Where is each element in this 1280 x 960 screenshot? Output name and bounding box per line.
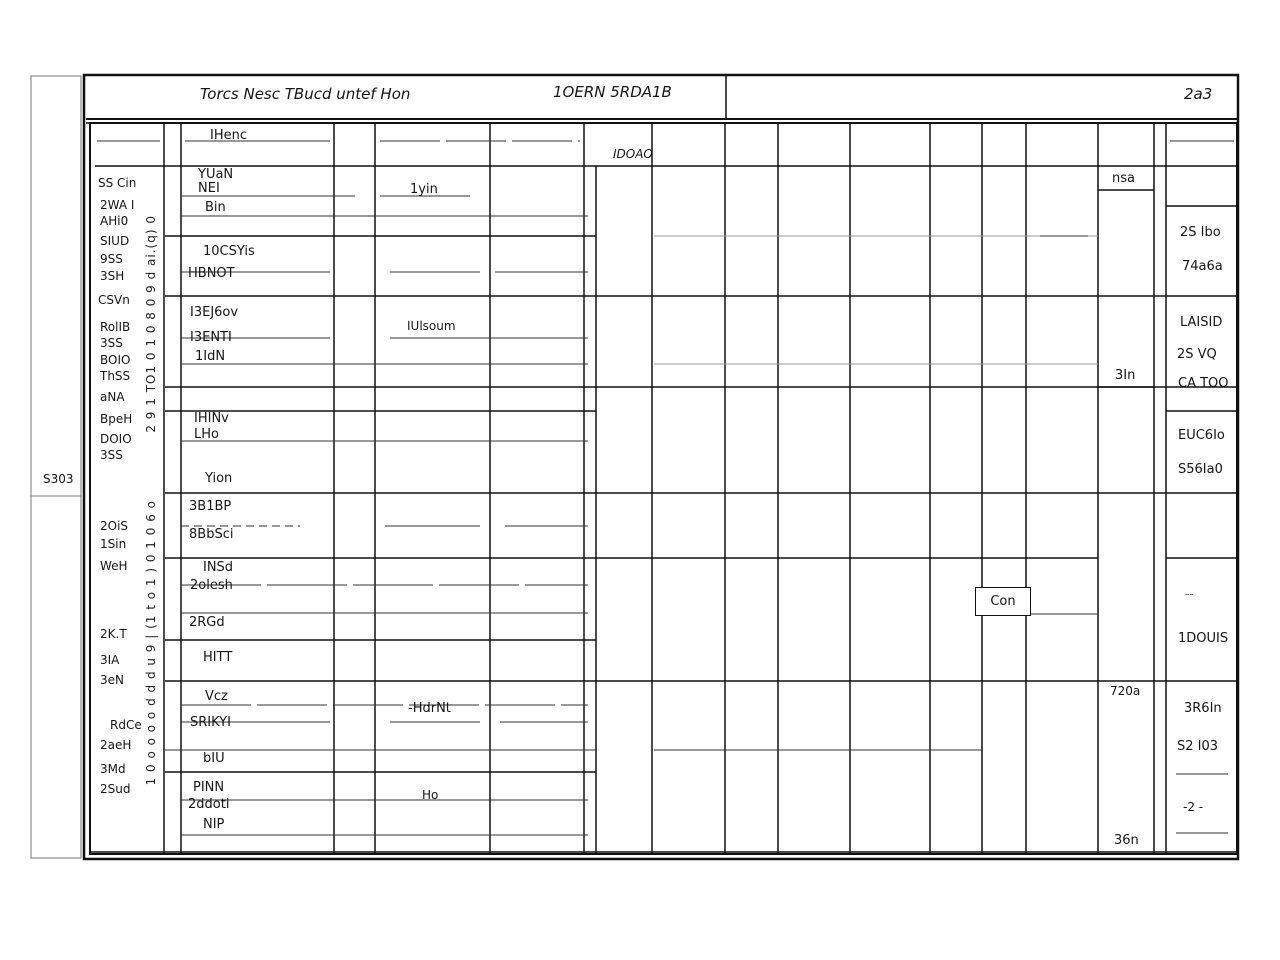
vertical-strip-upper: 2 9 1 TO1 0 1 0 8 0 9 d ai.(q) 0 — [144, 215, 158, 433]
mid-value: -HdrNt — [408, 701, 451, 716]
left-code: DOIO — [100, 432, 132, 446]
left-code: ThSS — [100, 369, 131, 383]
entry-label: I3EJ6ov — [190, 305, 239, 320]
entry-label: HITT — [203, 650, 233, 665]
left-code: 2aeH — [100, 738, 132, 752]
left-code: 9SS — [100, 252, 123, 266]
right-value: 74a6a — [1182, 259, 1223, 274]
entry-label: Yion — [205, 471, 233, 486]
entry-label: 3B1BP — [189, 499, 232, 514]
entry-label: PINN — [193, 780, 225, 795]
entry-label: 2olesh — [190, 578, 233, 593]
entry-label: HBNOT — [188, 266, 235, 281]
right-value: S56Ia0 — [1178, 462, 1223, 477]
entry-label: 1IdN — [195, 349, 226, 364]
left-code: 2WA I — [100, 198, 135, 212]
entry-label: NEI — [198, 181, 220, 196]
con-box-label: Con — [975, 587, 1031, 616]
right-value: -- — [1185, 587, 1194, 601]
entry-label: Bin — [205, 200, 226, 215]
left-code: 3SH — [100, 269, 125, 283]
grid-mark: 3In — [1115, 368, 1136, 383]
entry-label: bIU — [203, 751, 225, 766]
header-code: 1OERN 5RDA1B — [553, 83, 672, 101]
right-value: S2 I03 — [1177, 739, 1219, 754]
left-code: 3Md — [100, 762, 126, 776]
right-value: 1DOUIS — [1178, 631, 1229, 646]
grid-header-note: IDOAO — [613, 147, 653, 161]
right-value: CA TOO — [1178, 376, 1229, 391]
right-value: EUC6Io — [1178, 428, 1225, 443]
page-number: 2a3 — [1184, 85, 1213, 103]
entry-label: 2ddoti — [188, 797, 230, 812]
mid-value: 1yin — [410, 182, 438, 197]
entry-label: LHo — [194, 427, 219, 442]
left-code: 1Sin — [100, 537, 127, 551]
left-code: 3IA — [100, 653, 120, 667]
entry-label: IHINv — [194, 411, 229, 426]
entry-label: 10CSYis — [203, 244, 255, 259]
entry-label: I3ENTI — [190, 330, 232, 345]
entry-label: YUaN — [198, 167, 234, 182]
grid-mark: 720a — [1110, 684, 1141, 698]
left-code: 2K.T — [100, 627, 127, 641]
side-tab-label: S303 — [43, 472, 74, 486]
left-code: 3eN — [100, 673, 124, 687]
left-code: 3SS — [100, 336, 123, 350]
right-value: 2S VQ — [1177, 347, 1217, 362]
right-value: 2S Ibo — [1180, 225, 1221, 240]
left-code: AHi0 — [100, 214, 129, 228]
grid-mark: 36n — [1114, 833, 1139, 848]
entry-label: 8BbSci — [189, 527, 234, 542]
left-code: 2Sud — [100, 782, 131, 796]
right-value: -2 - — [1183, 800, 1204, 814]
entry-label: NIP — [203, 817, 225, 832]
grid-mark: nsa — [1112, 171, 1135, 186]
left-code: SS Cin — [98, 176, 137, 190]
entry-label: 2RGd — [189, 615, 225, 630]
left-code: BpeH — [100, 412, 133, 426]
right-value: 3R6In — [1184, 701, 1222, 716]
left-code: aNA — [100, 390, 125, 404]
entry-label: Vcz — [205, 689, 228, 704]
left-code: RdCe — [110, 718, 142, 732]
entry-label: IHenc — [210, 128, 247, 143]
left-code: SIUD — [100, 234, 130, 248]
entry-label: SRIKYI — [190, 715, 231, 730]
left-code: BOIO — [100, 353, 131, 367]
left-code: CSVn — [98, 293, 130, 307]
entry-label: INSd — [203, 560, 234, 575]
header-title: Torcs Nesc TBucd untef Hon — [200, 85, 411, 103]
vertical-strip-lower: 1 0 o o o o d d d u 9 | (1 t o 1 ) 0 1 0 6 o — [144, 500, 158, 786]
left-code: RolIB — [100, 320, 131, 334]
left-code: 3SS — [100, 448, 123, 462]
left-code: WeH — [100, 559, 128, 573]
right-value: LAISID — [1180, 315, 1223, 330]
mid-value: Ho — [422, 788, 439, 802]
mid-value: IUlsoum — [407, 319, 456, 333]
left-code: 2OiS — [100, 519, 129, 533]
